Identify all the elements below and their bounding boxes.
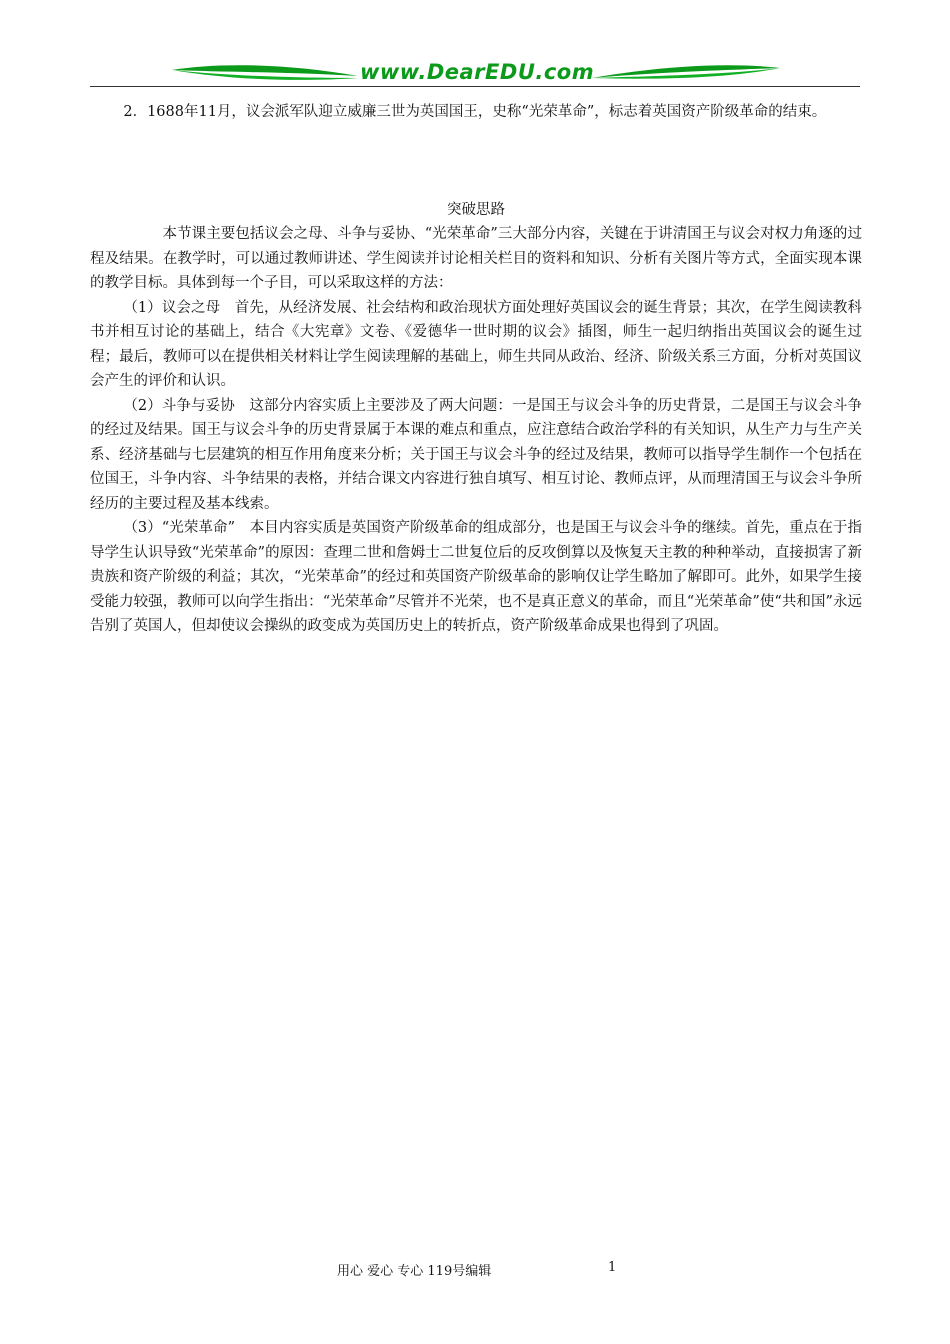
page-header: [90, 58, 860, 92]
footer-text: 用心 爱心 专心 119号编辑: [337, 1264, 492, 1279]
page-number: 1: [608, 1260, 617, 1275]
paragraph-mother-of-parliament: （1）议会之母 首先，从经济发展、社会结构和政治现状方面处理好英国议会的诞生背景；其次，在学生阅读教科书并相互讨论的基础上，结合《大宪章》文卷、《爱德华一世时期的议会》插图，师生一起归纳指出英国议会的诞生过程；最后，教师可以在提供相关材料让学生阅读理解的基础上，师生共同从政治、经济、阶级关系三方面，分析对英国议会产生的评价和认识。: [90, 299, 862, 389]
site-logo: www.DearEDU.com: [360, 60, 595, 84]
intro-paragraph: 2．1688年11月，议会派军队迎立威廉三世为英国国王，史称“光荣革命”，标志着英国资产阶级革命的结束。: [123, 104, 827, 120]
header-divider: [90, 86, 860, 87]
document-body: [90, 100, 862, 639]
paragraph-overview: 本节课主要包括议会之母、斗争与妥协、“光荣革命”三大部分内容，关键在于讲清国王与议会对权力角逐的过程及结果。在教学时，可以通过教师讲述、学生阅读并讨论相关栏目的资料和知识、分析有关图片等方式，全面实现本课的教学目标。具体到每一个子目，可以采取这样的方法：: [90, 226, 862, 291]
spacer: [90, 125, 862, 198]
paragraph-glorious-revolution: （3）“光荣革命” 本目内容实质是英国资产阶级革命的组成部分，也是国王与议会斗争的继续。首先，重点在于指导学生认识导致“光荣革命”的原因：查理二世和詹姆士二世复位后的反攻倒算以及恢复天主教的种种举动，直接损害了新贵族和资产阶级的利益；其次，“光荣革命”的经过和英国资产阶级革命的影响仅让学生略加了解即可。此外，如果学生接受能力较强，教师可以向学生指出：“光荣革命”尽管并不光荣，也不是真正意义的革命，而且“光荣革命”使“共和国”永远告别了英国人，但却使议会操纵的政变成为英国历史上的转折点，资产阶级革命成果也得到了巩固。: [90, 520, 862, 634]
paragraph-struggle-compromise: （2）斗争与妥协 这部分内容实质上主要涉及了两大问题：一是国王与议会斗争的历史背景，二是国王与议会斗争的经过及结果。国王与议会斗争的历史背景属于本课的难点和重点，应注意结合政治学科的有关知识，从生产力与生产关系、经济基础与七层建筑的相互作用角度来分析；关于国王与议会斗争的经过及结果，教师可以指导学生制作一个包括在位国王，斗争内容、斗争结果的表格，并结合课文内容进行独自填写、相互讨论、教师点评，从而理清国王与议会斗争所经历的主要过程及基本线索。: [90, 397, 862, 512]
section-title: 突破思路: [447, 201, 505, 218]
